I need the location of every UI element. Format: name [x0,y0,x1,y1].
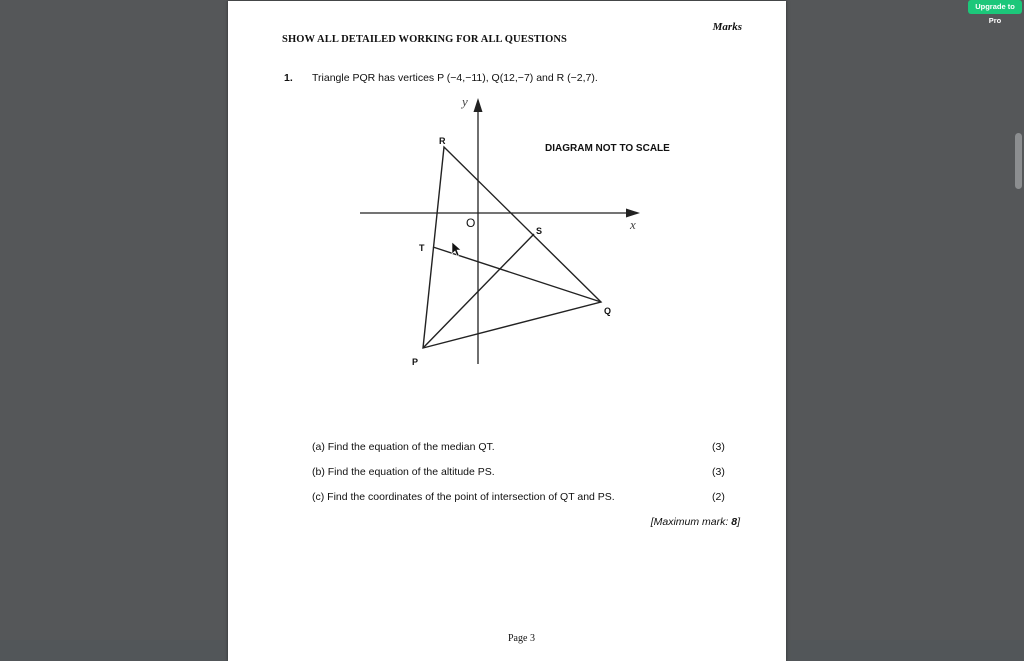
label-origin: O [466,216,476,230]
diagram-note: DIAGRAM NOT TO SCALE [545,143,670,154]
label-s: S [536,226,543,236]
maximum-mark-close: ] [737,516,740,528]
page-footer: Page 3 [508,633,535,644]
scrollbar-thumb[interactable] [1015,133,1022,189]
label-q: Q [604,306,612,316]
question-number: 1. [284,72,293,84]
marks-heading: Marks [712,21,742,33]
part-b-text: (b) Find the equation of the altitude PS. [312,466,495,478]
label-t: T [419,243,425,253]
part-a-mark: (3) [712,441,725,453]
maximum-mark-value: 8 [731,516,738,528]
question-text: Triangle PQR has vertices P (−4,−11), Q(12,−7) and R (−2,7). [312,72,598,84]
part-c-mark: (2) [712,491,725,503]
instruction-heading: SHOW ALL DETAILED WORKING FOR ALL QUESTIONS [282,34,567,45]
maximum-mark [651,516,740,528]
document-page [228,1,786,661]
label-axis-y: y [462,94,468,109]
maximum-mark-label: [Maximum mark: [650,516,732,528]
triangle-diagram [228,1,786,401]
label-p: P [412,357,419,367]
y-axis-arrow [474,98,483,112]
upgrade-to-pro-button[interactable]: Upgrade to Pro [968,0,1022,14]
part-b-mark: (3) [712,466,725,478]
part-a-text: (a) Find the equation of the median QT. [312,441,495,453]
triangle-pqr [423,147,601,348]
label-axis-x: x [630,217,636,232]
label-r: R [439,136,446,146]
part-c-text: (c) Find the coordinates of the point of intersection of QT and PS. [312,491,615,503]
